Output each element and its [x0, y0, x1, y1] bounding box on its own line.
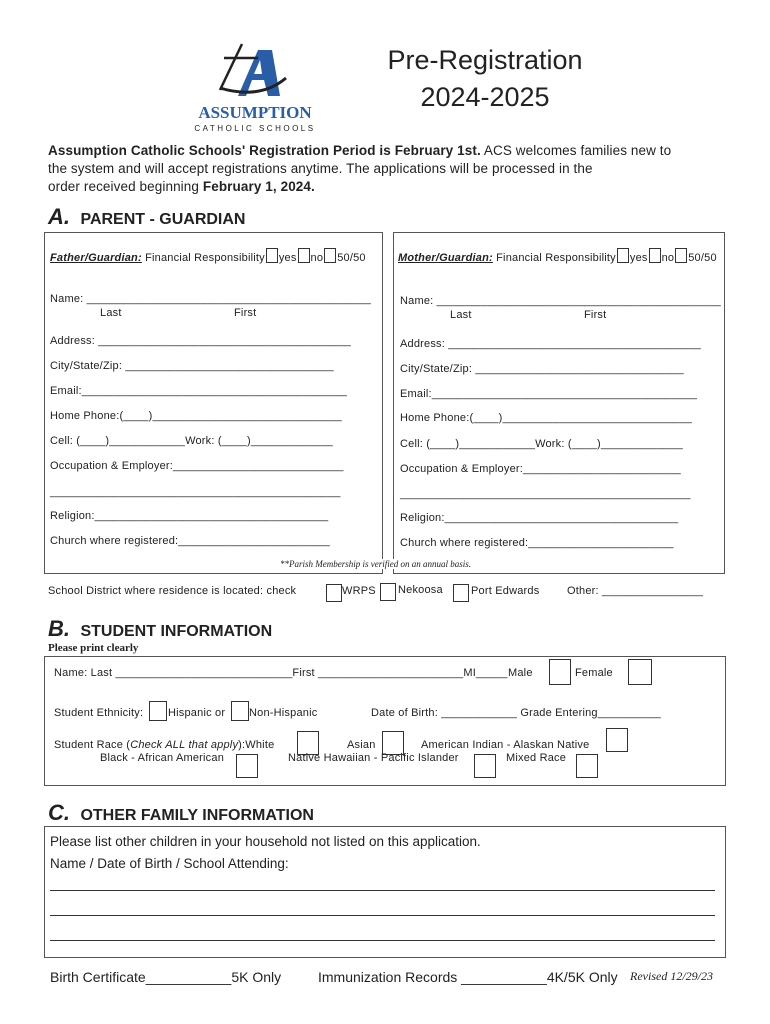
father-yes-label: yes: [278, 252, 297, 264]
port-edwards-label: Port Edwards: [471, 585, 540, 597]
american-indian-label: American Indian - Alaskan Native: [421, 739, 590, 751]
race-white-label: ):White: [238, 739, 275, 751]
father-religion-field[interactable]: Religion:_____________________________________: [50, 510, 329, 522]
mother-heading: Mother/Guardian:: [398, 252, 493, 264]
mother-cell-field[interactable]: Cell: (____)____________Work: (____)_____________: [400, 438, 683, 450]
section-c-title: OTHER FAMILY INFORMATION: [80, 807, 314, 824]
other-family-line-3[interactable]: [50, 940, 715, 941]
male-label: Male: [508, 667, 533, 679]
wrps-checkbox[interactable]: [326, 584, 342, 602]
mixed-race-label: Mixed Race: [506, 752, 567, 764]
nekoosa-checkbox[interactable]: [380, 583, 396, 601]
hispanic-checkbox[interactable]: [149, 701, 167, 721]
parish-note: **Parish Membership is verified on an annual basis.: [280, 559, 471, 569]
black-label: Black - African American: [100, 752, 225, 764]
father-heading-row: [50, 248, 366, 264]
section-b-title: STUDENT INFORMATION: [80, 623, 273, 640]
student-name-field[interactable]: Name: Last ____________________________First _______________________MI_____: [54, 667, 508, 679]
father-yes-checkbox[interactable]: [266, 248, 278, 263]
logo-emblem: [180, 40, 330, 102]
male-checkbox[interactable]: [549, 659, 571, 685]
mother-last-label: Last: [450, 309, 472, 321]
father-email-field[interactable]: Email:__________________________________________: [50, 385, 348, 397]
intro-date: February 1, 2024.: [202, 179, 315, 194]
mother-occupation-field[interactable]: Occupation & Employer:_________________________: [400, 463, 681, 475]
asian-label: Asian: [347, 739, 376, 751]
father-occupation-line-2[interactable]: ______________________________________________: [50, 486, 341, 498]
section-a-title: PARENT - GUARDIAN: [80, 211, 246, 228]
mother-city-field[interactable]: City/State/Zip: _________________________________: [400, 363, 684, 375]
district-label: School District where residence is located: check: [48, 585, 297, 597]
intro-text-2: the system and will accept registrations anytime. The applications will be processed in the: [48, 161, 593, 176]
intro-text-3: order received beginning: [48, 179, 203, 194]
mother-fifty-label: 50/50: [688, 252, 717, 264]
black-checkbox[interactable]: [236, 754, 258, 778]
father-no-checkbox[interactable]: [298, 248, 310, 263]
other-family-line-2[interactable]: [50, 915, 715, 916]
mother-first-label: First: [584, 309, 607, 321]
race-label: [54, 739, 274, 751]
father-no-label: no: [310, 252, 324, 264]
mixed-race-checkbox[interactable]: [576, 754, 598, 778]
immunization-field[interactable]: Immunization Records ___________4K/5K Only: [318, 969, 618, 985]
mother-address-field[interactable]: Address: ________________________________________: [400, 338, 701, 350]
ethnicity-label: Student Ethnicity:: [54, 707, 144, 719]
race-prefix: Student Race (: [54, 739, 131, 751]
mother-fifty-checkbox[interactable]: [675, 248, 687, 263]
american-indian-checkbox[interactable]: [606, 728, 628, 752]
nekoosa-label: Nekoosa: [398, 584, 443, 596]
hawaiian-checkbox[interactable]: [474, 754, 496, 778]
father-city-field[interactable]: City/State/Zip: _________________________________: [50, 360, 334, 372]
birth-certificate-field[interactable]: Birth Certificate___________5K Only: [50, 969, 282, 985]
father-heading: Father/Guardian:: [50, 252, 142, 264]
race-italic: Check ALL that apply: [130, 739, 239, 751]
mother-name-field[interactable]: Name: _____________________________________________: [400, 295, 721, 307]
logo-name: ASSUMPTION: [198, 103, 312, 122]
other-family-instructions: Please list other children in your household not listed on this application.: [50, 834, 481, 849]
mother-home-phone-field[interactable]: Home Phone:(____)______________________________: [400, 412, 692, 424]
intro-paragraph: [48, 142, 671, 196]
mother-religion-field[interactable]: Religion:_____________________________________: [400, 512, 679, 524]
father-resp-label: Financial Responsibility: [141, 252, 265, 264]
section-c-heading: [48, 800, 314, 826]
school-logo: [180, 40, 330, 133]
revised-date: Revised 12/29/23: [630, 969, 713, 983]
section-b-heading: [48, 616, 272, 642]
father-fifty-checkbox[interactable]: [324, 248, 336, 263]
mother-heading-row: [398, 248, 717, 264]
title-line-2: 2024-2025: [420, 82, 550, 112]
section-a-letter: A.: [48, 204, 70, 229]
section-b-letter: B.: [48, 616, 70, 641]
other-family-line-1[interactable]: [50, 890, 715, 891]
hawaiian-label: Native Hawaiian - Pacific Islander: [288, 752, 459, 764]
mother-no-label: no: [661, 252, 675, 264]
father-occupation-field[interactable]: Occupation & Employer:___________________________: [50, 460, 344, 472]
other-family-columns: Name / Date of Birth / School Attending:: [50, 856, 289, 871]
father-fifty-label: 50/50: [337, 252, 366, 264]
father-cell-field[interactable]: Cell: (____)____________Work: (____)_____________: [50, 435, 333, 447]
hispanic-label: Hispanic or: [168, 707, 226, 719]
port-edwards-checkbox[interactable]: [453, 584, 469, 602]
mother-occupation-line-2[interactable]: ______________________________________________: [400, 488, 691, 500]
female-checkbox[interactable]: [628, 659, 652, 685]
mother-yes-checkbox[interactable]: [617, 248, 629, 263]
mother-no-checkbox[interactable]: [649, 248, 661, 263]
school-district-row: [48, 585, 296, 597]
father-name-field[interactable]: Name: _____________________________________________: [50, 293, 371, 305]
female-label: Female: [575, 667, 613, 679]
father-box: [44, 232, 383, 574]
father-address-field[interactable]: Address: ________________________________________: [50, 335, 351, 347]
non-hispanic-label: Non-Hispanic: [249, 707, 318, 719]
mother-yes-label: yes: [629, 252, 648, 264]
mother-resp-label: Financial Responsibility: [492, 252, 616, 264]
father-home-phone-field[interactable]: Home Phone:(____)______________________________: [50, 410, 342, 422]
father-last-label: Last: [100, 307, 122, 319]
intro-bold: Assumption Catholic Schools' Registration Period is February 1st.: [48, 143, 481, 158]
section-c-letter: C.: [48, 800, 70, 825]
mother-church-field[interactable]: Church where registered:_______________________: [400, 537, 674, 549]
non-hispanic-checkbox[interactable]: [231, 701, 249, 721]
other-district-field[interactable]: Other: ________________: [567, 585, 704, 597]
please-print-note: Please print clearly: [48, 642, 139, 654]
intro-text-1: ACS welcomes families new to: [480, 143, 672, 158]
section-a-heading: [48, 204, 245, 230]
father-church-field[interactable]: Church where registered:________________________: [50, 535, 330, 547]
wrps-label: WRPS: [342, 585, 376, 597]
page-title: [360, 42, 610, 116]
dob-grade-field[interactable]: Date of Birth: ____________ Grade Entering__________: [371, 707, 661, 719]
title-line-1: Pre-Registration: [387, 45, 583, 75]
mother-email-field[interactable]: Email:__________________________________________: [400, 388, 698, 400]
father-first-label: First: [234, 307, 257, 319]
logo-subtitle: CATHOLIC SCHOOLS: [194, 124, 316, 133]
